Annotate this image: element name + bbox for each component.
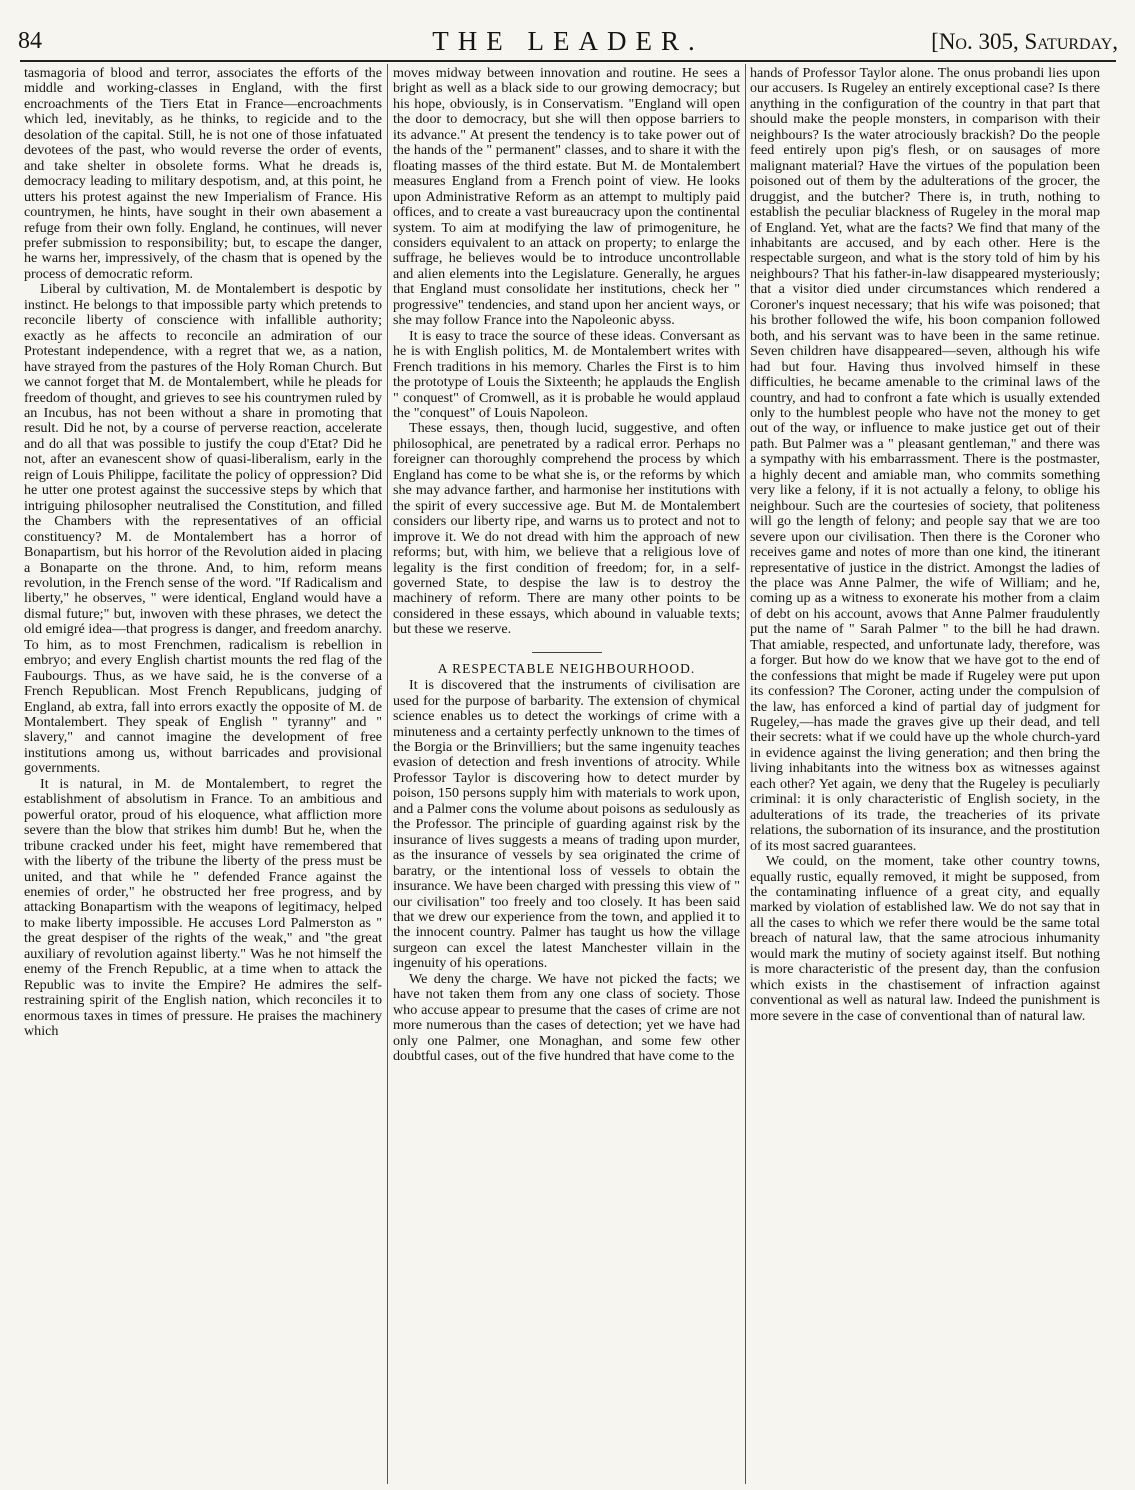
page-number: 84 bbox=[18, 28, 42, 54]
article-heading: A RESPECTABLE NEIGHBOURHOOD. bbox=[437, 660, 696, 676]
issue-line: [No. 305, Saturday, bbox=[931, 29, 1118, 54]
paragraph: It is discovered that the instruments of civilisation are used for the purpose of barbarity. The extension of chymical science enables us to detect the workings of crime with a minuteness and a certainty perfectly unknown to the times of the Borgia or the Brinvilliers; but the same ingenuity teaches evasion of detection and fresh inventions of atrocity. While Professor Taylor is discovering how to detect murder by poison, 150 persons supply him with materials to work upon, and a Palmer cons the volume about poisons as sedulously as the Professor. The principle of guarding against risk by the insurance of lives suggests a means of trading upon murder, as the insurance of vessels by sea originated the crime of baratry, or the intentional loss of vessels to obtain the insurance. We have been charged with pressing this view of " our civilisation" too freely and too closely. It has been said that we drew our experience from the town, and applied it to the innocent country. Palmer has taught us how the village surgeon can excel the latest Manchester villain in the ingenuity of his operations. bbox=[393, 677, 740, 972]
column-divider bbox=[745, 64, 746, 1484]
paragraph: It is natural, in M. de Montalembert, to regret the establishment of absolutism in France. To an ambitious and powerful orator, proud of his eloquence, what affliction more severe than the blow that strikes him dumb! But he, when the tribune cracked under his feet, might have remembered that with the liberty of the tribune the liberty of the press must be united, and that while he " defended France against the enemies of order," he obstructed her free progress, and by attacking Bonapartism with the weapons of legitimacy, helped to make liberty impossible. He accuses Lord Palmerston as " the great despiser of the rights of the weak," and "the great auxiliary of revolution against liberty." Was he not himself the enemy of the French Republic, at a time when to attack the Republic was to invite the Empire? He admires the self-restraining spirit of the English nation, which reconciles it to enormous taxes in times of pressure. He praises the machinery which bbox=[24, 775, 382, 1040]
paragraph: tasmagoria of blood and terror, associates the efforts of the middle and working-classes in England, with the first encroachments of the Tiers Etat in France—encroachments which led, inevitably, as he thinks, to regicide and to the desolation of the capital. Still, he is not one of those infatuated devotees of the past, who would reverse the order of events, and take shelter in obsolete forms. What he dreads is, democracy leading to military despotism, and, at this point, he utters his protest against the new Imperialism of France. His countrymen, he hints, have sought in their own abasement a refuge from their own folly. England, he continues, will never prefer submission to responsibility; but, to escape the danger, he warns her, impressively, of the chasm that is opened by the process of democratic reform. bbox=[24, 66, 382, 282]
paragraph: Liberal by cultivation, M. de Montalembert is despotic by instinct. He belongs to that impossible party which pretends to reconcile liberty of conscience with infallible authority; exactly as he affects to reconcile an admiration of our Protestant independence, with a regret that we, as a nation, have strayed from the pastures of the Holy Roman Church. But we cannot forget that M. de Montalembert, while he pleads for freedom of thought, and grieves to see his countrymen ruled by an Incubus, has not been without a share in promoting that result. Did he not, by a course of perverse reaction, accelerate and do all that was possible to justify the coup d'Etat? Did he not, after an evanescent show of quasi-liberalism, early in the reign of Louis Philippe, facilitate the policy of oppression? Did he utter one protest against the successive steps by which that intriguing philosopher neutralised the Constitution, and filled the Chambers with the representatives of an official constituency? M. de Montalembert has a horror of Bonapartism, but his horror of the Revolution aided in placing a Bonaparte on the throne. And, to him, reform means revolution, in the French sense of the word. "If Radicalism and liberty," he observes, " were identical, England would have a dismal future;" but, inwoven with these phrases, we detect the old emigré idea—that progress is danger, and freedom anarchy. To him, as to most Frenchmen, radicalism is rebellion in embryo; and every English chartist mounts the red flag of the Faubourgs. Thus, as we have said, he is the converse of a French Republican. Most French Republicans, judging of England, ab extra, fall into errors exactly the opposite of M. de Montalembert. They speak of English " tyranny" and " slavery," and cannot imagine the development of free institutions among us, without barricades and provisional governments. bbox=[24, 281, 382, 777]
column-divider bbox=[387, 64, 388, 1484]
column-1 bbox=[24, 66, 382, 1480]
header-rule bbox=[20, 60, 1116, 62]
section-rule bbox=[532, 652, 602, 653]
paragraph: hands of Professor Taylor alone. The onus probandi lies upon our accusers. Is Rugeley an entirely exceptional case? Is there anything in the configuration of the country in that part that should make the people monsters, in comparison with their neighbours? Is the water atrociously brackish? Do the people feed entirely upon pig's flesh, or on sausages of more malignant material? Have the virtues of the population been poisoned out of them by the adulterations of the grocer, the druggist, and the butcher? There is, in truth, nothing to establish the peculiar blackness of Rugeley in the moral map of England. Yet, what are the facts? We find that many of the inhabitants are accused, and by each other. Here is the respectable surgeon, and what is the story told of him by his neighbours? That his father-in-law disappeared mysteriously; that a visitor died under circumstances which rendered a Coroner's inquest necessary; that his wife was poisoned; that his brother followed the wife, his boon companion followed both, and his servant was to have been in the same retinue. Seven children have disappeared—seven, although his wife had but four. Having thus involved himself in these difficulties, he became amenable to the criminal laws of the country, and had to confront a fate which is usually extended only to the humblest people who have not the money to get out of the way, or influence to make justice get out of their path. But Palmer was a " pleasant gentleman," and there was a sympathy with his embarrassment. There is the postmaster, a highly decent and amiable man, who commits something very like a felony, if it is not actually a felony, to oblige his neighbour. Such are the courtesies of society, that politeness will go the length of felony; and people say that we are too severe upon our civilisation. Then there is the Coroner who receives game and notes of more than one kind, the itinerant representative of justice in the district. Amongst the ladies of the place was Anne Palmer, the wife of William; and he, coming up as a witness to exonerate his mother from a claim of debt on his account, avows that Anne Palmer fraudulently put the name of " Sarah Palmer " to the bill he had drawn. That amiable, respected, and unfortunate lady, therefore, was a forger. But how do we know that we have got to the end of the confessions that might be made if Rugeley were put upon its confession? The Coroner, acting under the compulsion of the law, has enforced a kind of partial day of judgment for Rugeley,—has made the graves give up their dead, and tell their secrets: what if we could have up the whole church-yard in evidence against the living generation; and then bring the living inhabitants into the witness box as witnesses against each other? Yet again, we deny that the Rugeley is peculiarly criminal: it is only characteristic of English society, in the adulterations of its trade, the treacheries of its private relations, the subornation of its insurance, and the prostitution of its most sacred guarantees. bbox=[750, 66, 1100, 854]
page-header bbox=[18, 24, 1118, 60]
paragraph: moves midway between innovation and routine. He sees a bright as well as a black side to our growing democracy; but his hope, obviously, is in Conservatism. "England will open the door to democracy, but she will then oppose barriers to its advance." At present the tendency is to take power out of the hands of the " permanent" classes, and to share it with the floating masses of the third estate. But M. de Montalembert measures England from a French point of view. He looks upon Administrative Reform as an attempt to multiply paid offices, and to create a vast bureaucracy upon the continental system. To aim at modifying the law of primogeniture, he considers equivalent to an attack on property; to enlarge the suffrage, he believes would be to introduce uncontrollable and alien elements into the Legislature. Generally, he argues that England must consolidate her institutions, check her " progressive" tendencies, and stand upon her ancient ways, or she may follow France into the Napoleonic abyss. bbox=[393, 66, 740, 329]
paragraph: These essays, then, though lucid, suggestive, and often philosophical, are penetrated by a radical error. Perhaps no foreigner can thoroughly comprehend the process by which England has come to be what she is, or the reforms by which she may advance farther, and harmonise her institutions with the spirit of every successive age. But M. de Montalembert considers our liberty ripe, and warns us to protect and not to improve it. We do not dread with him the approach of new reforms; but, with him, we believe that a religious love of legality is the first condition of freedom; for, in a self-governed State, to despise the law is to destroy the machinery of reform. There are many other points to be considered in these essays, which abound in valuable texts; but these we reserve. bbox=[393, 420, 740, 638]
paragraph: It is easy to trace the source of these ideas. Conversant as he is with English politics, M. de Montalembert writes with French traditions in his memory. Charles the First is to him the prototype of Louis the Sixteenth; he applauds the English " conquest" of Cromwell, as it is probable he would applaud the "conquest" of Louis Napoleon. bbox=[393, 327, 740, 421]
masthead-title: THE LEADER. bbox=[432, 26, 704, 56]
column-2 bbox=[393, 66, 740, 1480]
paragraph: We could, on the moment, take other country towns, equally rustic, equally removed, it might be supposed, from the contaminating influence of a great city, and equally marked by violation of established law. We do not say that in all the cases to which we refer there would be the same total breach of natural law, that the same atrocious inhumanity would mark the mutiny of society against itself. But nothing is more characteristic of the present day, than the confusion which exists in the chastisement of infraction against conventional as well as natural law. Indeed the punishment is more severe in the case of conventional than of natural law. bbox=[750, 853, 1100, 1024]
column-3 bbox=[750, 66, 1100, 1480]
paragraph: We deny the charge. We have not picked the facts; we have not taken them from any one class of society. Those who accuse appear to presume that the cases of crime are not more numerous than the cases of detection; yet we have had only one Palmer, one Monaghan, and some few other doubtful cases, out of the five hundred that have come to the bbox=[393, 970, 740, 1065]
